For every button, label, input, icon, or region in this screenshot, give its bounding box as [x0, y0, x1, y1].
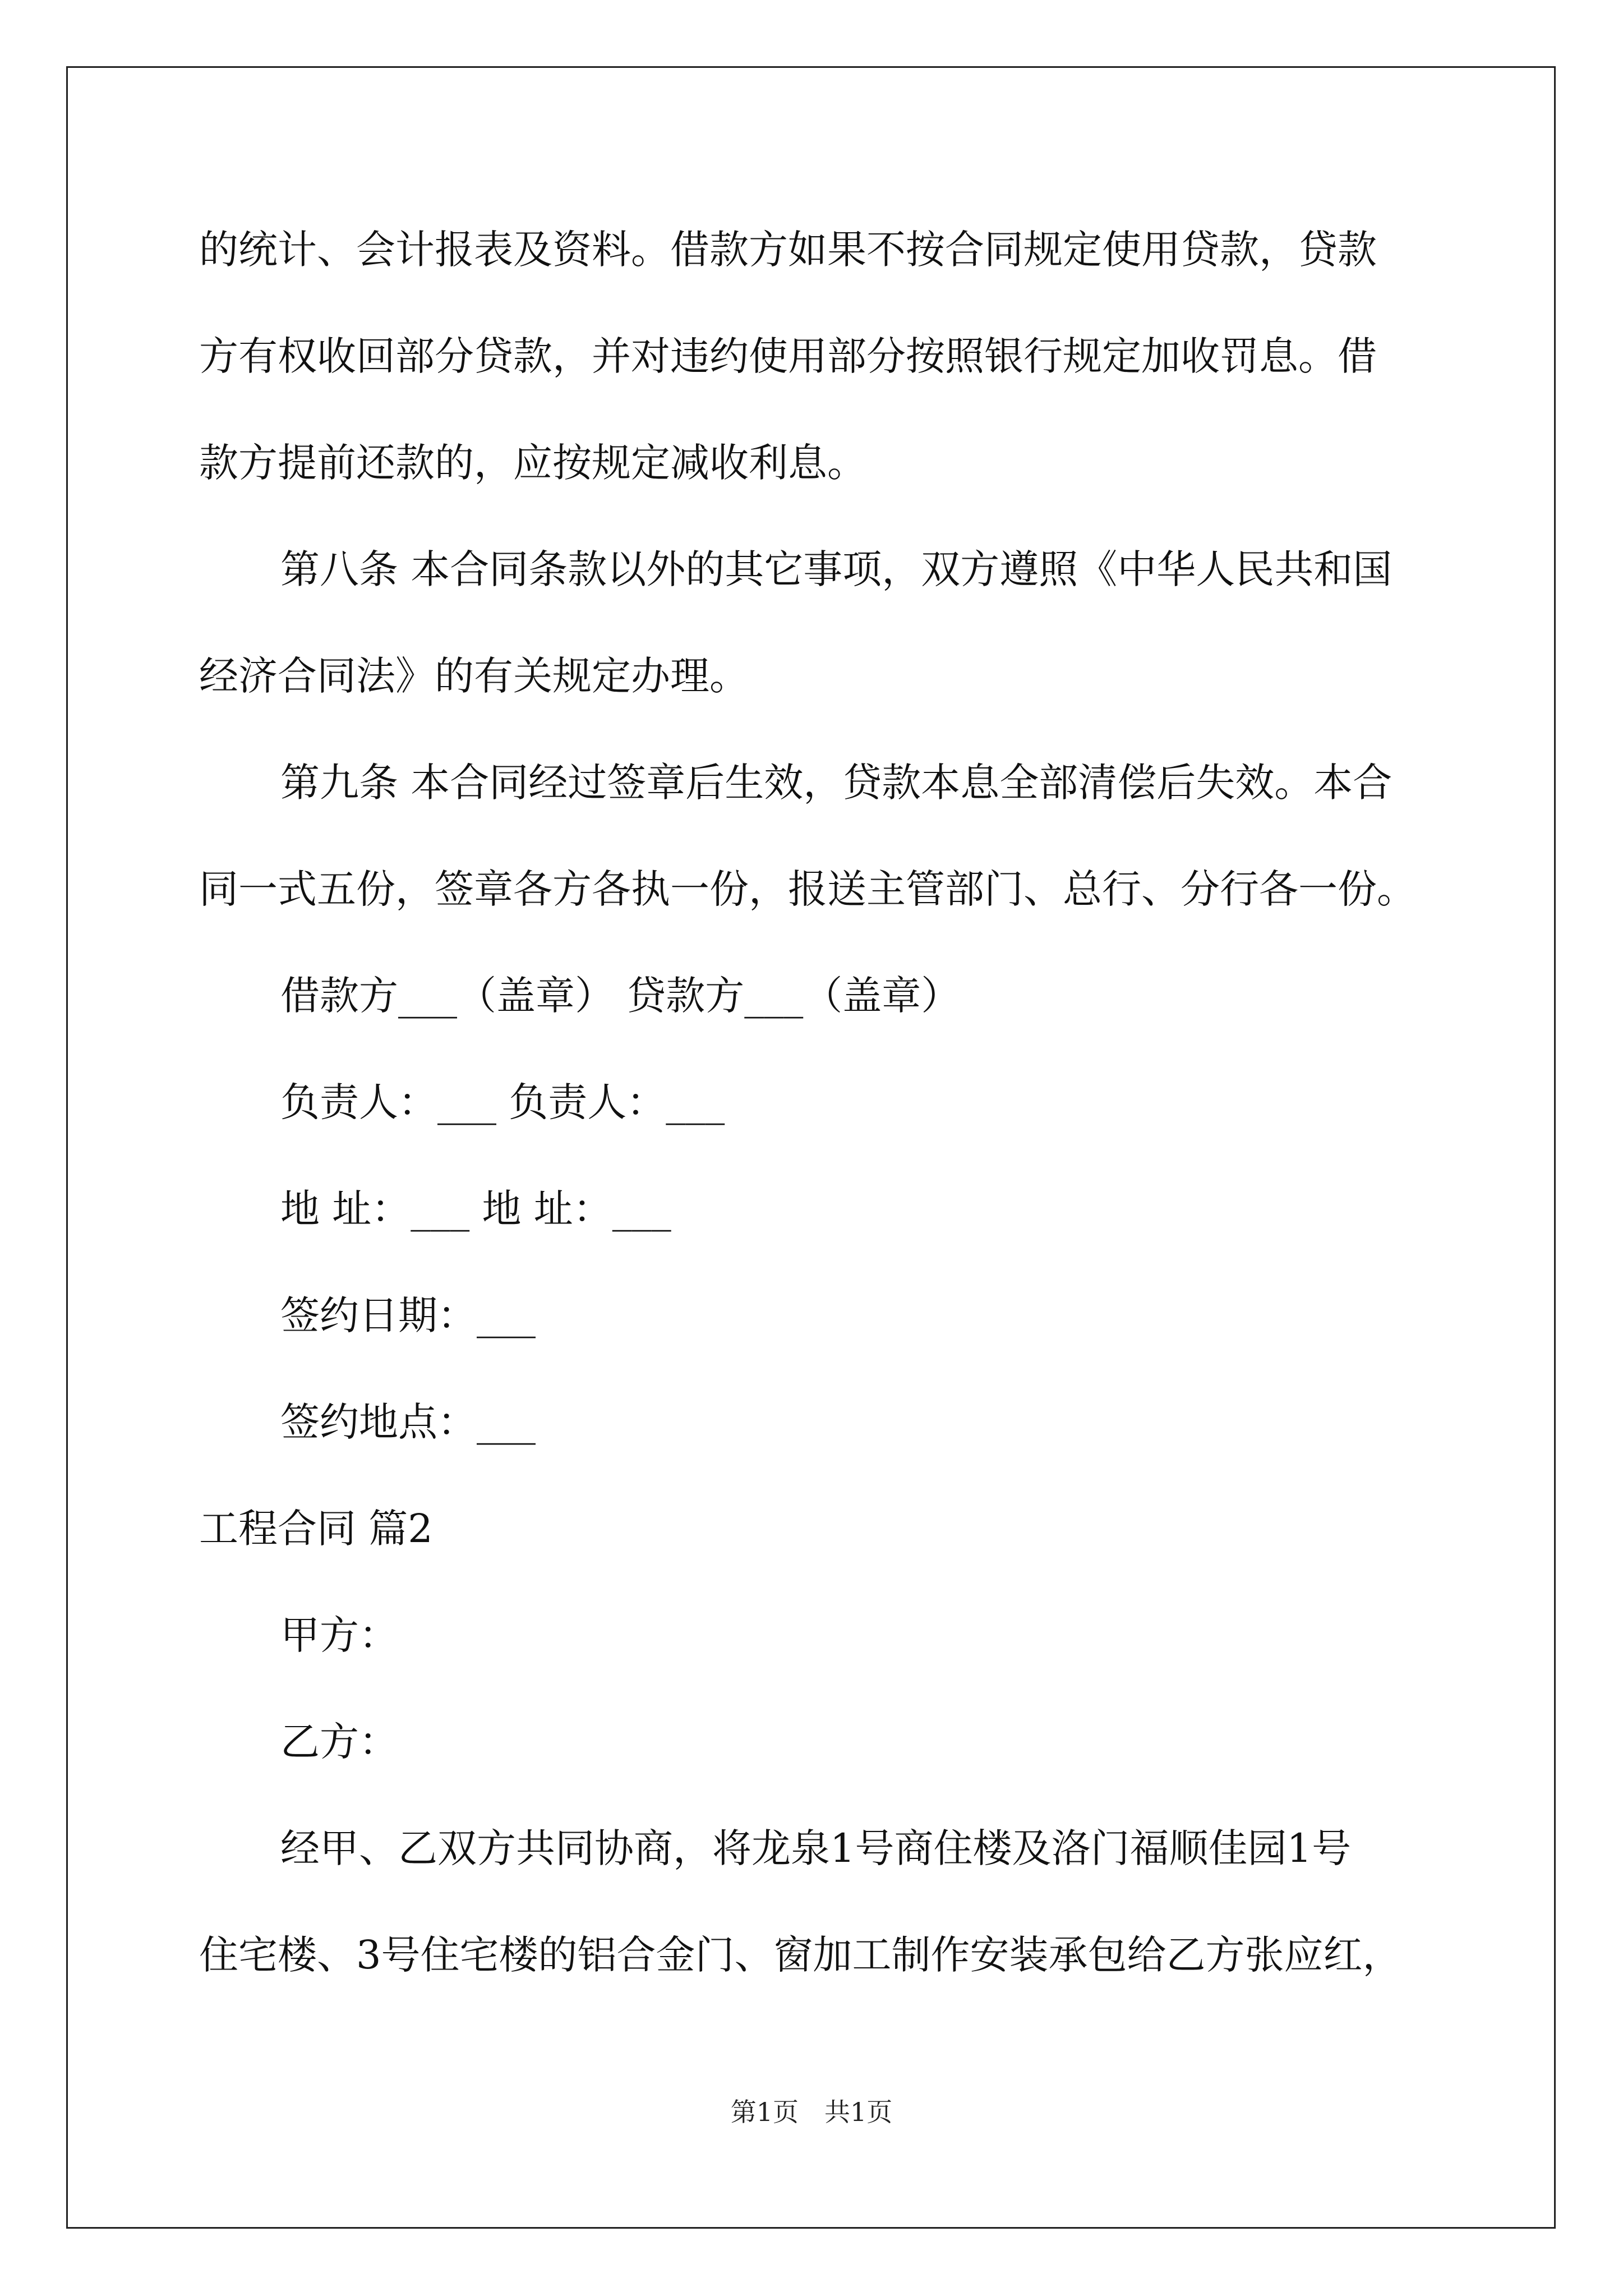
body-line: 方有权收回部分贷款，并对违约使用部分按照银行规定加收罚息。借 [199, 333, 1377, 379]
body-line: 甲方： [280, 1612, 398, 1658]
body-line: 第九条 本合同经过签章后生效，贷款本息全部清偿后失效。本合 [280, 760, 1393, 806]
signature-line: 地 址：___ 地 址：___ [280, 1186, 671, 1232]
body-line: 住宅楼、3号住宅楼的铝合金门、窗加工制作安装承包给乙方张应红， [199, 1932, 1402, 1978]
signature-line: 负责人：___ 负责人：___ [280, 1079, 725, 1125]
signature-line: 签约日期：___ [280, 1292, 536, 1338]
body-line: 经甲、乙双方共同协商，将龙泉1号商住楼及洛门福顺佳园1号 [280, 1825, 1352, 1871]
page-border [66, 66, 1556, 2229]
signature-line: 签约地点：___ [280, 1399, 536, 1445]
page-number-footer: 第1页 共1页 [730, 2097, 893, 2127]
body-line: 乙方： [280, 1719, 398, 1765]
body-line: 经济合同法》的有关规定办理。 [199, 653, 749, 699]
body-line: 同一式五份，签章各方各执一份，报送主管部门、总行、分行各一份。 [199, 866, 1416, 912]
body-line: 款方提前还款的，应按规定减收利息。 [199, 440, 866, 486]
section-heading: 工程合同 篇2 [199, 1506, 433, 1552]
signature-line: 借款方___（盖章） 贷款方___（盖章） [280, 973, 961, 1019]
body-line: 第八条 本合同条款以外的其它事项，双方遵照《中华人民共和国 [280, 546, 1393, 592]
body-line: 的统计、会计报表及资料。借款方如果不按合同规定使用贷款，贷款 [199, 227, 1377, 273]
